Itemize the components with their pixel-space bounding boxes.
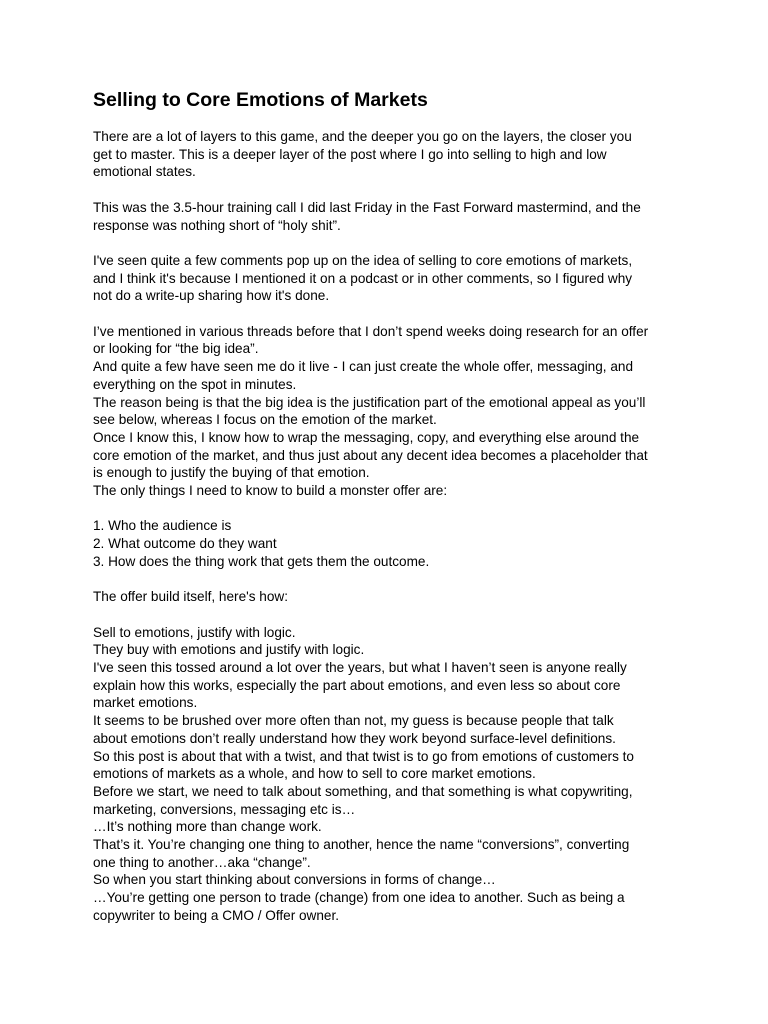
text-line: emotions of markets as a whole, and how to sell to core market emotions.	[93, 766, 536, 782]
paragraph	[93, 252, 683, 305]
text-line: I've seen this tossed around a lot over the years, but what I haven’t seen is anyone really	[93, 660, 627, 675]
paragraph-spacer	[93, 606, 683, 624]
paragraph	[93, 128, 683, 181]
text-line: marketing, conversions, messaging etc is…	[93, 801, 356, 817]
text-line: 2. What outcome do they want	[93, 536, 277, 552]
text-line: explain how this works, especially the part about emotions, and even less so about core	[93, 677, 621, 693]
text-line: about emotions don’t really understand how they work beyond surface-level definitions.	[93, 730, 616, 746]
text-line: So this post is about that with a twist, and that twist is to go from emotions of customers to	[93, 748, 634, 764]
paragraph	[93, 517, 683, 570]
text-line: copywriter to being a CMO / Offer owner.	[93, 907, 340, 923]
text-line: not do a write-up sharing how it's done.	[93, 288, 330, 304]
document-page	[93, 88, 683, 925]
text-line: get to master. This is a deeper layer of the post where I go into selling to high and low	[93, 146, 607, 162]
text-line: or looking for “the big idea”.	[93, 341, 259, 357]
text-line: The only things I need to know to build a monster offer are:	[93, 483, 448, 499]
paragraph	[93, 588, 683, 606]
text-line: …You’re getting one person to trade (change) from one idea to another. Such as being a	[93, 890, 625, 906]
paragraph	[93, 199, 683, 234]
paragraph-spacer	[93, 305, 683, 323]
text-line: …It’s nothing more than change work.	[93, 819, 322, 835]
paragraph	[93, 323, 683, 500]
text-line: The reason being is that the big idea is the justification part of the emotional appeal as you’ll	[93, 394, 646, 410]
text-line: 1. Who the audience is	[93, 518, 232, 534]
text-line: There are a lot of layers to this game, and the deeper you go on the layers, the closer you	[93, 129, 632, 144]
text-line: Sell to emotions, justify with logic.	[93, 624, 296, 640]
text-line: That’s it. You’re changing one thing to another, hence the name “conversions”, converting	[93, 837, 630, 853]
text-line: response was nothing short of “holy shit”.	[93, 217, 341, 233]
paragraph-spacer	[93, 234, 683, 252]
text-line: market emotions.	[93, 695, 198, 711]
text-line: I’ve mentioned in various threads before that I don’t spend weeks doing research for an offer	[93, 323, 649, 339]
text-line: The offer build itself, here's how:	[93, 589, 289, 605]
text-line: Before we start, we need to talk about something, and that something is what copywriting,	[93, 783, 633, 799]
paragraph-spacer	[93, 500, 683, 518]
text-line: It seems to be brushed over more often than not, my guess is because people that talk	[93, 713, 614, 729]
text-line: Once I know this, I know how to wrap the messaging, copy, and everything else around the	[93, 429, 640, 445]
text-line: and I think it's because I mentioned it on a podcast or in other comments, so I figured why	[93, 270, 633, 286]
text-line: see below, whereas I focus on the emotion of the market.	[93, 412, 437, 428]
text-line: This was the 3.5-hour training call I did last Friday in the Fast Forward mastermind, and the	[93, 199, 641, 215]
text-line: one thing to another…aka “change”.	[93, 854, 311, 870]
text-line: core emotion of the market, and thus just about any decent idea becomes a placeholder that	[93, 447, 648, 463]
text-line: is enough to justify the buying of that emotion.	[93, 465, 370, 481]
paragraph	[93, 624, 683, 925]
text-line: So when you start thinking about conversions in forms of change…	[93, 872, 496, 888]
text-line: emotional states.	[93, 164, 196, 180]
text-line: everything on the spot in minutes.	[93, 376, 297, 392]
text-line: I've seen quite a few comments pop up on the idea of selling to core emotions of markets,	[93, 252, 633, 268]
document-body	[93, 128, 683, 925]
document-title: Selling to Core Emotions of Markets	[93, 89, 428, 111]
text-line: They buy with emotions and justify with logic.	[93, 642, 365, 658]
paragraph-spacer	[93, 181, 683, 199]
text-line: And quite a few have seen me do it live - I can just create the whole offer, messaging, and	[93, 359, 634, 375]
text-line: 3. How does the thing work that gets them the outcome.	[93, 553, 430, 569]
paragraph-spacer	[93, 571, 683, 589]
